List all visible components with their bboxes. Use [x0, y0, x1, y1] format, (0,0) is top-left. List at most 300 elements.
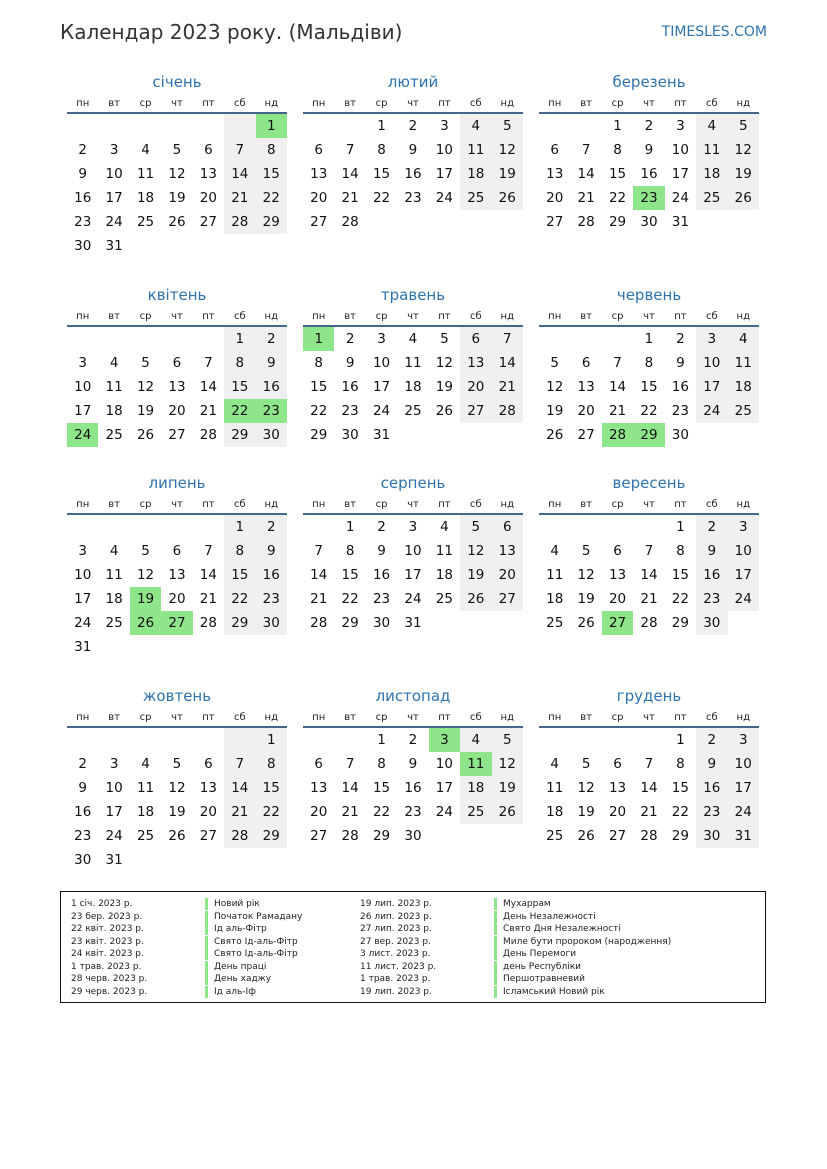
month-block	[303, 686, 523, 848]
day-cell: 12	[728, 138, 759, 162]
day-cell: 5	[581, 543, 591, 559]
day-cell: 9	[256, 539, 287, 563]
day-cell: 29	[671, 615, 689, 631]
empty-cell	[728, 210, 759, 234]
weekday-header: пн	[539, 307, 570, 326]
empty-cell	[334, 727, 365, 752]
day-cell: 24	[728, 587, 759, 611]
month-block	[67, 285, 287, 447]
month-table	[539, 708, 759, 848]
weekday-header: нд	[728, 495, 759, 514]
day-cell: 16	[696, 563, 727, 587]
day-cell: 10	[105, 780, 123, 796]
day-cell: 21	[341, 190, 359, 206]
empty-cell	[366, 210, 397, 234]
day-cell: 15	[671, 780, 689, 796]
day-cell: 11	[136, 780, 155, 796]
day-cell: 11	[546, 567, 564, 583]
day-cell: 5	[492, 113, 523, 138]
day-cell: 23	[696, 800, 727, 824]
month-name: листопад	[375, 687, 451, 705]
weekday-header: нд	[256, 94, 287, 113]
day-cell: 31	[105, 852, 123, 868]
weekday-header: сб	[460, 94, 491, 113]
day-cell: 29	[310, 427, 328, 443]
day-cell: 3	[728, 514, 759, 539]
day-cell: 26	[546, 427, 564, 443]
weekday-header: ср	[130, 495, 161, 514]
day-cell: 17	[728, 776, 759, 800]
day-cell: 2	[377, 519, 386, 535]
day-cell: 18	[546, 804, 564, 820]
day-cell: 16	[341, 379, 359, 395]
weekday-header: пн	[303, 495, 334, 514]
day-cell: 2	[345, 331, 355, 347]
day-cell: 8	[676, 543, 685, 559]
day-cell: 11	[404, 355, 422, 371]
day-cell: 22	[372, 190, 391, 206]
day-cell: 24	[105, 828, 123, 844]
day-cell: 24	[435, 190, 453, 206]
day-cell: 25	[136, 828, 155, 844]
holiday-date: 1 трав. 2023 р.	[360, 974, 431, 984]
holiday-date: 27 лип. 2023 р.	[360, 924, 432, 934]
weekday-header: ср	[366, 307, 397, 326]
weekday-header: ср	[366, 495, 397, 514]
day-cell: 23	[341, 403, 359, 419]
holiday-name: День Незалежності	[494, 911, 596, 923]
day-cell: 6	[613, 756, 622, 772]
weekday-header: чт	[633, 708, 664, 727]
day-cell: 17	[105, 804, 123, 820]
weekday-header: чт	[633, 495, 664, 514]
day-cell: 27	[310, 214, 328, 230]
day-cell: 27	[168, 427, 186, 443]
weekday-header: ср	[602, 495, 633, 514]
day-cell: 20	[168, 403, 186, 419]
weekday-header: ср	[366, 94, 397, 113]
empty-cell	[696, 423, 727, 447]
weekday-header: вт	[98, 307, 129, 326]
day-cell: 1	[303, 326, 334, 351]
day-cell: 12	[577, 780, 595, 796]
day-cell: 27	[199, 828, 217, 844]
day-cell: 29	[633, 423, 664, 447]
day-cell: 25	[136, 214, 155, 230]
day-cell: 6	[172, 543, 182, 559]
day-cell: 24	[105, 214, 123, 230]
weekday-header: чт	[161, 708, 192, 727]
holiday-name: Ід аль-Фітр	[205, 923, 267, 935]
day-cell: 29	[671, 828, 689, 844]
day-cell: 4	[550, 543, 559, 559]
day-cell: 21	[310, 591, 328, 607]
day-cell: 29	[224, 611, 255, 635]
empty-cell	[130, 234, 161, 258]
day-cell: 29	[224, 423, 255, 447]
holiday-date: 19 лип. 2023 р.	[360, 986, 432, 997]
weekday-header: нд	[256, 307, 287, 326]
day-cell: 17	[435, 780, 453, 796]
day-cell: 13	[492, 539, 523, 563]
weekday-header: пт	[665, 307, 696, 326]
weekday-header: сб	[224, 307, 255, 326]
weekday-header: вт	[98, 495, 129, 514]
day-cell: 26	[728, 186, 759, 210]
day-cell: 22	[224, 587, 255, 611]
day-cell: 14	[199, 567, 217, 583]
day-cell: 13	[546, 166, 564, 182]
day-cell: 26	[460, 587, 491, 611]
day-cell: 11	[105, 567, 123, 583]
day-cell: 2	[644, 118, 654, 134]
empty-cell	[570, 113, 601, 138]
month-block	[67, 473, 287, 659]
day-cell: 2	[408, 118, 418, 134]
day-cell: 25	[105, 427, 123, 443]
day-cell: 27	[546, 214, 564, 230]
weekday-header: нд	[728, 94, 759, 113]
day-cell: 10	[372, 355, 391, 371]
day-cell: 24	[404, 591, 422, 607]
holiday-date: 19 лип. 2023 р.	[360, 899, 432, 909]
empty-cell	[303, 514, 334, 539]
day-cell: 2	[676, 331, 685, 347]
empty-cell	[161, 326, 192, 351]
day-cell: 13	[577, 379, 595, 395]
day-cell: 11	[696, 138, 727, 162]
day-cell: 3	[696, 326, 727, 351]
day-cell: 18	[404, 379, 422, 395]
weekday-header: пт	[429, 708, 460, 727]
day-cell: 4	[728, 326, 759, 351]
weekday-header: пн	[539, 708, 570, 727]
day-cell: 31	[372, 427, 391, 443]
day-cell: 5	[440, 331, 449, 347]
weekday-header: пт	[665, 94, 696, 113]
day-cell: 2	[78, 142, 87, 158]
day-cell: 19	[492, 162, 523, 186]
day-cell: 10	[74, 567, 92, 583]
empty-cell	[602, 727, 633, 752]
day-cell: 4	[550, 756, 559, 772]
day-cell: 14	[640, 780, 658, 796]
day-cell: 29	[256, 824, 287, 848]
day-cell: 10	[74, 379, 92, 395]
day-cell: 20	[310, 190, 328, 206]
month-table	[303, 708, 523, 848]
empty-cell	[256, 635, 287, 659]
day-cell: 8	[345, 543, 355, 559]
day-cell: 15	[372, 780, 391, 796]
day-cell: 1	[644, 331, 654, 347]
holiday-date: 28 черв. 2023 р.	[71, 974, 148, 984]
day-cell: 21	[341, 804, 359, 820]
holiday-name: День Перемоги	[494, 948, 576, 960]
day-cell: 30	[372, 615, 391, 631]
day-cell: 14	[640, 567, 658, 583]
day-cell: 27	[492, 587, 523, 611]
day-cell: 22	[256, 186, 287, 210]
day-cell: 23	[372, 591, 391, 607]
empty-cell	[492, 824, 523, 848]
weekday-header: чт	[161, 307, 192, 326]
day-cell: 27	[577, 427, 595, 443]
month-table	[539, 307, 759, 447]
day-cell: 3	[728, 727, 759, 752]
day-cell: 1	[256, 727, 287, 752]
day-cell: 3	[78, 543, 87, 559]
weekday-header: сб	[224, 708, 255, 727]
weekday-header: нд	[728, 307, 759, 326]
day-cell: 30	[671, 427, 689, 443]
empty-cell	[539, 326, 570, 351]
day-cell: 21	[199, 591, 217, 607]
empty-cell	[130, 848, 161, 872]
day-cell: 19	[577, 591, 595, 607]
weekday-header: пт	[665, 708, 696, 727]
weekday-header: чт	[397, 495, 428, 514]
empty-cell	[492, 210, 523, 234]
day-cell: 25	[546, 828, 564, 844]
day-cell: 9	[345, 355, 355, 371]
weekday-header: нд	[492, 94, 523, 113]
weekday-header: чт	[397, 307, 428, 326]
day-cell: 8	[314, 355, 323, 371]
day-cell: 2	[78, 756, 87, 772]
day-cell: 28	[224, 210, 255, 234]
weekday-header: вт	[98, 708, 129, 727]
holiday-name: Свято Ід-аль-Фітр	[205, 948, 298, 960]
month-name: грудень	[616, 687, 682, 705]
day-cell: 5	[550, 355, 559, 371]
day-cell: 30	[404, 828, 422, 844]
day-cell: 12	[492, 752, 523, 776]
empty-cell	[130, 113, 161, 138]
weekday-header: пн	[539, 495, 570, 514]
empty-cell	[570, 514, 601, 539]
day-cell: 23	[404, 190, 422, 206]
day-cell: 7	[492, 326, 523, 351]
day-cell: 4	[109, 543, 119, 559]
day-cell: 7	[581, 142, 591, 158]
empty-cell	[429, 824, 460, 848]
day-cell: 2	[256, 326, 287, 351]
day-cell: 21	[640, 591, 658, 607]
day-cell: 27	[602, 611, 633, 635]
day-cell: 16	[74, 190, 92, 206]
weekday-header: сб	[696, 307, 727, 326]
day-cell: 19	[435, 379, 453, 395]
day-cell: 1	[676, 519, 685, 535]
day-cell: 30	[256, 611, 287, 635]
day-cell: 2	[256, 514, 287, 539]
day-cell: 3	[109, 142, 119, 158]
holiday-date: 24 квіт. 2023 р.	[71, 949, 144, 959]
day-cell: 16	[404, 780, 422, 796]
day-cell: 9	[676, 355, 685, 371]
month-name: жовтень	[142, 687, 212, 705]
day-cell: 15	[256, 776, 287, 800]
day-cell: 5	[581, 756, 591, 772]
day-cell: 5	[141, 543, 150, 559]
day-cell: 12	[546, 379, 564, 395]
weekday-header: сб	[696, 708, 727, 727]
holiday-date: 11 лист. 2023 р.	[360, 961, 437, 972]
day-cell: 3	[377, 331, 386, 347]
day-cell: 26	[168, 828, 186, 844]
day-cell: 23	[74, 214, 92, 230]
day-cell: 7	[204, 543, 213, 559]
day-cell: 28	[341, 828, 359, 844]
day-cell: 10	[435, 142, 453, 158]
holiday-name: Свято Ід-аль-Фітр	[205, 936, 298, 948]
weekday-header: вт	[570, 495, 601, 514]
weekday-header: вт	[334, 307, 365, 326]
day-cell: 22	[310, 403, 328, 419]
day-cell: 25	[460, 800, 491, 824]
day-cell: 15	[224, 375, 255, 399]
day-cell: 29	[608, 214, 627, 230]
day-cell: 7	[345, 756, 355, 772]
day-cell: 5	[141, 355, 150, 371]
day-cell: 4	[408, 331, 418, 347]
day-cell: 3	[429, 727, 460, 752]
empty-cell	[633, 727, 664, 752]
empty-cell	[130, 727, 161, 752]
day-cell: 7	[204, 355, 213, 371]
day-cell: 26	[136, 427, 155, 443]
day-cell: 13	[168, 379, 186, 395]
day-cell: 16	[640, 166, 658, 182]
empty-cell	[224, 848, 255, 872]
day-cell: 28	[224, 824, 255, 848]
day-cell: 8	[224, 351, 255, 375]
day-cell: 7	[644, 543, 654, 559]
day-cell: 22	[671, 804, 689, 820]
day-cell: 9	[644, 142, 654, 158]
day-cell: 24	[67, 423, 98, 447]
weekday-header: пт	[193, 708, 224, 727]
day-cell: 13	[608, 780, 627, 796]
day-cell: 27	[608, 828, 627, 844]
day-cell: 23	[74, 828, 92, 844]
day-cell: 21	[199, 403, 217, 419]
holiday-legend	[60, 891, 766, 1003]
day-cell: 26	[435, 403, 453, 419]
day-cell: 19	[492, 776, 523, 800]
day-cell: 13	[199, 166, 217, 182]
weekday-header: чт	[633, 94, 664, 113]
day-cell: 18	[460, 162, 491, 186]
day-cell: 12	[577, 567, 595, 583]
holiday-name: Мухаррам	[494, 898, 551, 910]
weekday-header: пт	[665, 495, 696, 514]
day-cell: 1	[256, 113, 287, 138]
day-cell: 14	[310, 567, 328, 583]
day-cell: 1	[377, 118, 386, 134]
day-cell: 20	[460, 375, 491, 399]
empty-cell	[460, 824, 491, 848]
day-cell: 4	[109, 355, 119, 371]
empty-cell	[98, 514, 129, 539]
day-cell: 19	[168, 190, 186, 206]
day-cell: 13	[199, 780, 217, 796]
month-table	[67, 708, 287, 872]
weekday-header: нд	[256, 495, 287, 514]
empty-cell	[303, 113, 334, 138]
empty-cell	[193, 848, 224, 872]
empty-cell	[193, 326, 224, 351]
weekday-header: ср	[602, 708, 633, 727]
day-cell: 11	[460, 752, 491, 776]
weekday-header: ср	[130, 307, 161, 326]
weekday-header: ср	[130, 94, 161, 113]
day-cell: 30	[696, 611, 727, 635]
empty-cell	[460, 423, 491, 447]
empty-cell	[130, 326, 161, 351]
weekday-header: нд	[492, 307, 523, 326]
holiday-date: 26 лип. 2023 р.	[360, 911, 432, 922]
month-table	[303, 94, 523, 234]
month-block	[67, 72, 287, 258]
day-cell: 20	[310, 804, 328, 820]
day-cell: 17	[372, 379, 391, 395]
day-cell: 30	[74, 852, 92, 868]
day-cell: 31	[728, 824, 759, 848]
empty-cell	[98, 635, 129, 659]
holiday-name: Новий рік	[205, 898, 260, 910]
month-name: березень	[612, 73, 686, 91]
empty-cell	[193, 514, 224, 539]
day-cell: 18	[728, 375, 759, 399]
weekday-header: пн	[67, 307, 98, 326]
day-cell: 8	[224, 539, 255, 563]
day-cell: 16	[256, 375, 287, 399]
day-cell: 6	[204, 756, 213, 772]
empty-cell	[696, 210, 727, 234]
day-cell: 12	[168, 780, 186, 796]
day-cell: 29	[372, 828, 391, 844]
empty-cell	[161, 514, 192, 539]
day-cell: 23	[404, 804, 422, 820]
day-cell: 14	[341, 780, 359, 796]
day-cell: 4	[141, 142, 150, 158]
day-cell: 21	[640, 804, 658, 820]
brand-link[interactable]: TIMESLES.COM	[661, 24, 767, 40]
day-cell: 5	[172, 142, 182, 158]
empty-cell	[98, 727, 129, 752]
day-cell: 27	[460, 399, 491, 423]
day-cell: 13	[310, 166, 328, 182]
weekday-header: сб	[460, 495, 491, 514]
day-cell: 5	[172, 756, 182, 772]
empty-cell	[67, 514, 98, 539]
day-cell: 19	[577, 804, 595, 820]
day-cell: 28	[492, 399, 523, 423]
empty-cell	[492, 611, 523, 635]
day-cell: 20	[608, 804, 627, 820]
day-cell: 15	[372, 166, 391, 182]
empty-cell	[224, 635, 255, 659]
day-cell: 9	[408, 142, 418, 158]
day-cell: 26	[492, 186, 523, 210]
holiday-name: день Республіки	[494, 961, 581, 973]
day-cell: 14	[224, 776, 255, 800]
day-cell: 26	[130, 611, 161, 635]
day-cell: 15	[256, 162, 287, 186]
day-cell: 26	[492, 800, 523, 824]
